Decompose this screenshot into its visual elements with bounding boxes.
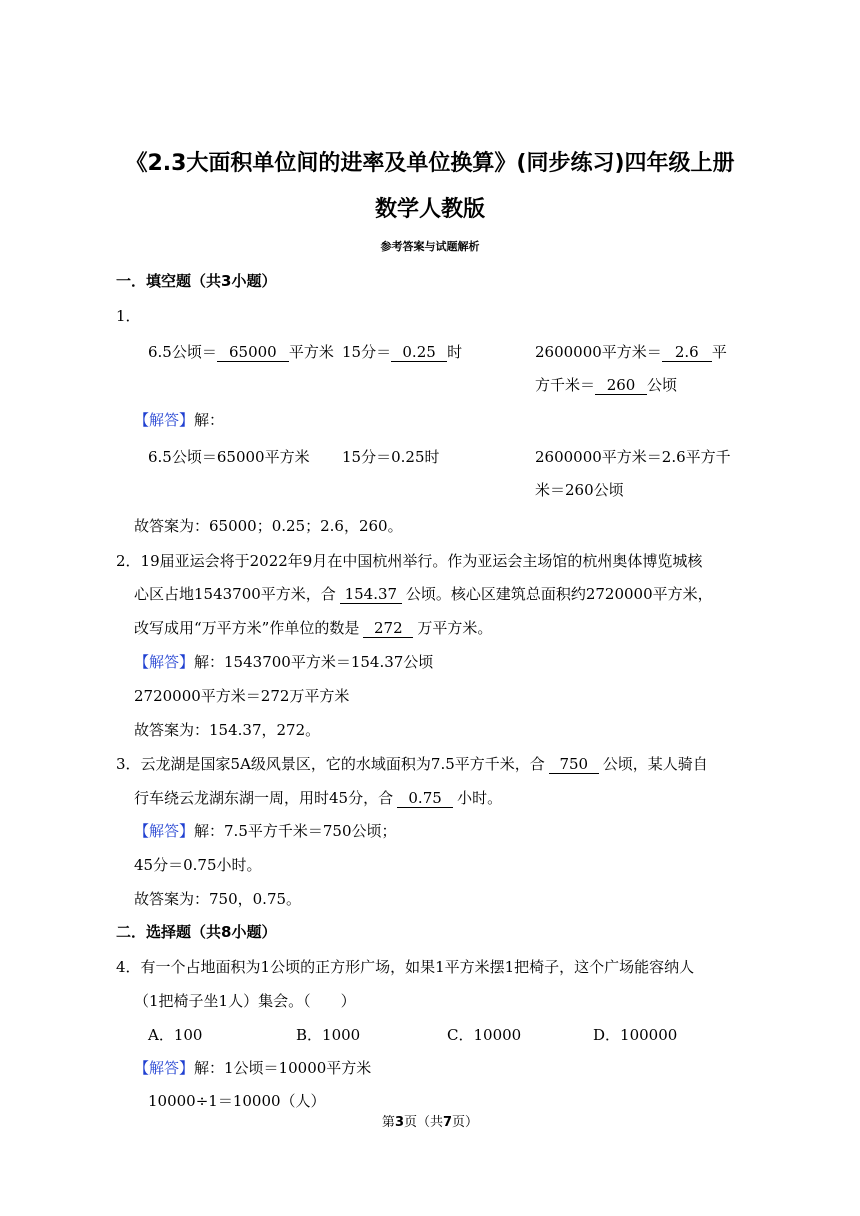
question-1-part-c-line1: 2600000平方米＝ 2.6 平 <box>535 343 727 361</box>
question-3-solution-line2: 45分＝0.75小时。 <box>134 856 262 874</box>
question-3-answer: 故答案为：750，0.75。 <box>134 890 302 908</box>
question-3-line2: 行车绕云龙湖东湖一周，用时45分，合 0.75 小时。 <box>134 789 503 807</box>
question-1-solution-b: 15分＝0.25时 <box>342 448 440 466</box>
answer-blank: 0.75 <box>397 789 453 808</box>
answer-blank: 750 <box>549 755 599 774</box>
solution-tag: 【解答】 <box>134 653 195 671</box>
document-title-line2: 数学人教版 <box>374 197 485 222</box>
question-1-number: 1． <box>116 307 141 325</box>
question-1-solution-a: 6.5公顷＝65000平方米 <box>148 448 310 466</box>
question-4-line2: （1把椅子坐1人）集会。（ ） <box>134 992 356 1010</box>
option-a: A．100 <box>148 1026 203 1044</box>
answer-blank: 65000 <box>217 343 289 362</box>
document-title-line1: 《2.3大面积单位间的进率及单位换算》(同步练习)四年级上册 <box>125 151 735 176</box>
option-d: D．100000 <box>593 1026 678 1044</box>
page-footer: 第3页（共7页） <box>381 1115 479 1130</box>
document-subtitle: 参考答案与试题解析 <box>380 240 480 253</box>
solution-tag: 【解答】 <box>134 822 195 840</box>
question-2-solution-line1: 【解答】解：1543700平方米＝154.37公顷 <box>134 653 434 671</box>
question-4-solution-line2: 10000÷1＝10000（人） <box>148 1092 326 1110</box>
question-1-solution-header: 【解答】解： <box>134 411 225 429</box>
answer-blank: 2.6 <box>662 343 712 362</box>
section-heading-fill-blank: 一．填空题（共3小题） <box>116 272 277 290</box>
answer-blank: 260 <box>595 376 647 395</box>
answer-blank: 154.37 <box>340 585 402 604</box>
question-2-line3: 改写成用“万平方米”作单位的数是 272 万平方米。 <box>134 619 493 637</box>
question-4-solution-line1: 【解答】解：1公顷＝10000平方米 <box>134 1059 372 1077</box>
question-1-answer: 故答案为：65000；0.25；2.6，260。 <box>134 517 403 535</box>
question-1-part-b: 15分＝ 0.25 时 <box>342 343 463 361</box>
question-4-line1: 4．有一个占地面积为1公顷的正方形广场，如果1平方米摆1把椅子，这个广场能容纳人 <box>116 958 695 976</box>
section-heading-choice: 二．选择题（共8小题） <box>116 923 277 941</box>
solution-tag: 【解答】 <box>134 411 195 429</box>
question-1-part-c-line2: 方千米＝ 260 公顷 <box>535 376 678 394</box>
option-b: B．1000 <box>296 1026 361 1044</box>
question-2-solution-line2: 2720000平方米＝272万平方米 <box>134 687 350 705</box>
question-1-part-a: 6.5公顷＝ 65000 平方米 <box>148 343 334 361</box>
question-3-solution-line1: 【解答】解：7.5平方千米＝750公顷； <box>134 822 397 840</box>
answer-blank: 272 <box>363 619 413 638</box>
question-2-answer: 故答案为：154.37，272。 <box>134 721 321 739</box>
solution-tag: 【解答】 <box>134 1059 195 1077</box>
question-1-solution-c-line1: 2600000平方米＝2.6平方千 <box>535 448 731 466</box>
question-1-solution-c-line2: 米＝260公顷 <box>535 481 624 499</box>
answer-blank: 0.25 <box>391 343 447 362</box>
question-2-line1: 2．19届亚运会将于2022年9月在中国杭州举行。作为亚运会主场馆的杭州奥体博览城核 <box>116 552 703 570</box>
question-3-line1: 3．云龙湖是国家5A级风景区，它的水域面积为7.5平方千米，合 750 公顷，某人骑自 <box>116 755 708 773</box>
question-2-line2: 心区占地1543700平方米，合 154.37 公顷。核心区建筑总面积约2720000平方米， <box>134 585 713 603</box>
option-c: C．10000 <box>447 1026 522 1044</box>
